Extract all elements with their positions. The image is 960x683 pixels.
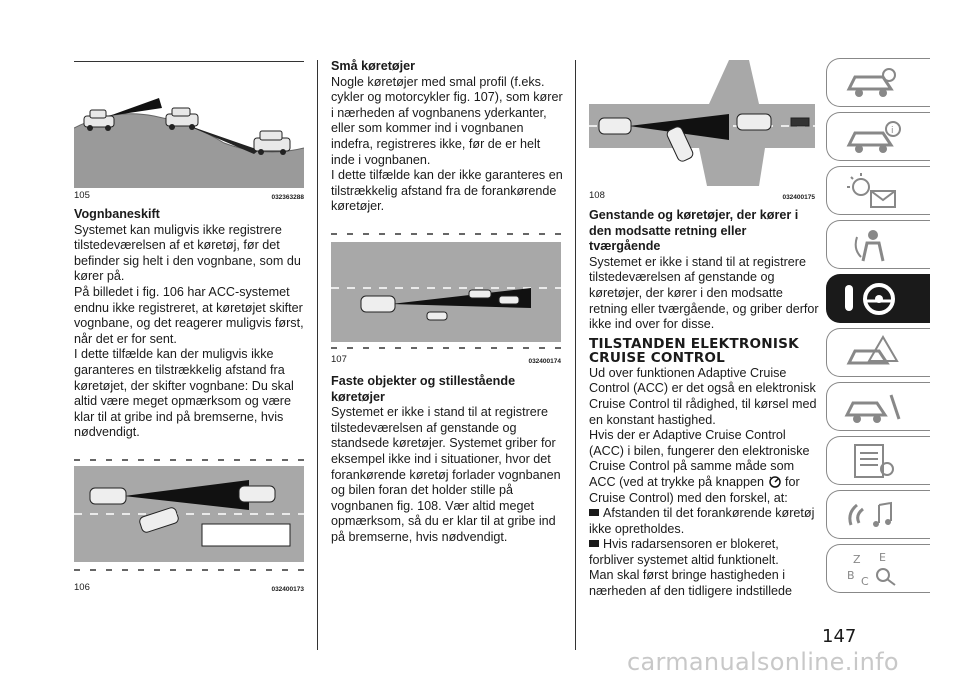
figure-107-caption (331, 354, 561, 365)
tab-starting-driving[interactable] (826, 274, 930, 323)
heading-small-vehicles: Små køretøjer (331, 59, 415, 73)
figure-code: 032400173 (271, 586, 304, 593)
figure-106-caption (74, 582, 304, 593)
paragraph: I dette tilfælde kan der muligvis ikke garanteres en tilstrækkelig afstand fra køretøjet, der skifter vognbane: Du skal altid være meget opmærksom og være klar til at gribe ind på bremserne, hvis nødvendigt. (74, 347, 294, 440)
tab-safety[interactable] (826, 220, 930, 269)
column-2-text-top (331, 59, 567, 215)
column-3-text (589, 208, 819, 600)
figure-number: 107 (331, 354, 347, 365)
seat-airbag-icon (843, 227, 903, 263)
page-number: 147 (822, 626, 857, 647)
car-service-icon (843, 389, 903, 425)
column-1-text (74, 207, 310, 441)
svg-text:i: i (891, 126, 894, 136)
column-divider-1 (317, 60, 318, 650)
bullet-icon (589, 509, 599, 516)
paragraph: På billedet i fig. 106 har ACC-systemet endnu ikke registreret, at køretøjet skifter vognbane, og det reagerer muligvis først, når det er for sent. (74, 284, 304, 346)
svg-text:B: B (847, 569, 855, 582)
heading-vognbaneskift: Vognbaneskift (74, 207, 160, 221)
heading-oncoming-objects: Genstande og køretøjer, der kører i den modsatte retning eller tværgående (589, 208, 799, 254)
bullet-item (589, 537, 819, 568)
bullet-text: Hvis radarsensoren er blokeret, forbliver systemet altid funktionelt. (589, 537, 779, 567)
paragraph: Nogle køretøjer med smal profil (f.eks. cykler og motorcykler fig. 107), som kører i nærheden af vognbanens yderkanter, eller som kommer ind i vognbanen indefra, registreres ikke, før de er helt inde i vognbanen. (331, 74, 563, 167)
bullet-item (589, 506, 819, 537)
paragraph: Systemet kan muligvis ikke registrere tilstedeværelsen af et køretøj, før det befinder sig helt i den vognbane, som du kører på. (74, 222, 301, 284)
car-dashboard-icon (843, 65, 903, 101)
cruise-control-button-icon (768, 475, 782, 488)
key-steering-wheel-icon (843, 281, 903, 317)
watermark: carmanualsonline.info (627, 648, 899, 676)
tab-emergency[interactable] (826, 328, 930, 377)
tab-multimedia[interactable] (826, 490, 930, 539)
tab-car-info[interactable] (826, 112, 930, 161)
figure-number: 106 (74, 582, 90, 593)
figure-number: 108 (589, 190, 605, 201)
svg-text:E: E (879, 551, 886, 564)
paragraph-part: for Cruise Control) med den forskel, at: (589, 474, 800, 505)
tab-technical-data[interactable] (826, 436, 930, 485)
bullet-text: Afstanden til det forankørende køretøj ikke opretholdes. (589, 506, 815, 536)
figure-108 (589, 60, 815, 186)
car-breakdown-icon (843, 335, 903, 371)
paragraph-part: Hvis der er Adaptive Cruise Control (ACC) i bilen, fungerer den elektroniske Cruise Control på samme måde som ACC (ved at trykke på knappen (589, 428, 810, 489)
warning-lights-icon (843, 173, 903, 209)
svg-text:C: C (861, 575, 869, 587)
tab-warning-lights[interactable] (826, 166, 930, 215)
tab-maintenance[interactable] (826, 382, 930, 431)
figure-105-caption (74, 190, 304, 201)
paragraph (589, 428, 819, 506)
index-icon (843, 551, 903, 587)
figure-106 (74, 452, 304, 578)
paragraph: Man skal først bringe hastigheden i nærheden af den tidligere indstillede (589, 568, 793, 599)
paragraph: Systemet er ikke i stand til at registrere tilstedeværelsen af genstande og standsede køretøjer. Systemet griber for eksempel ikke ind i situationer, hvor det forankørende køretøj forlader vognbanen og bilen foran det holder stille på vognbanen fig. 108. Vær altid meget opmærksom, så du er klar til at gribe ind på bremserne, hvis nødvendigt. (331, 405, 561, 544)
figure-107 (331, 226, 561, 354)
paragraph: Ud over funktionen Adaptive Cruise Control (ACC) er det også en elektronisk Cruise Control til rådighed, til kørsel med en konstant hastighed. (589, 365, 817, 427)
paragraph: I dette tilfælde kan der ikke garanteres en tilstrækkelig afstand fra de forankørende køretøjer. (331, 168, 563, 214)
svg-text:Z: Z (853, 553, 861, 566)
heading-fixed-objects: Faste objekter og stillestående køretøjer (331, 374, 516, 404)
tab-index[interactable] (826, 544, 930, 593)
figure-code: 032400175 (782, 194, 815, 201)
bullet-icon (589, 540, 599, 547)
figure-number: 105 (74, 190, 90, 201)
multimedia-icon (843, 497, 903, 533)
figure-code: 032363288 (271, 194, 304, 201)
section-title: TILSTANDEN ELEKTRONISK CRUISE CONTROL (589, 335, 799, 367)
column-divider-2 (575, 60, 576, 650)
top-rule-col1 (74, 61, 304, 62)
column-2-text-bottom (331, 374, 567, 546)
technical-data-icon (843, 443, 903, 479)
chapter-tabs (826, 58, 930, 598)
figure-108-caption (589, 190, 815, 201)
figure-105 (74, 88, 304, 188)
tab-dashboard[interactable] (826, 58, 930, 107)
car-info-icon (843, 119, 903, 155)
paragraph: Systemet er ikke i stand til at registrere tilstedeværelsen af genstande og køretøjer, der kører i den modsatte retning eller tværgående, og griber derfor ikke ind over for disse. (589, 254, 819, 332)
figure-code: 032400174 (528, 358, 561, 365)
